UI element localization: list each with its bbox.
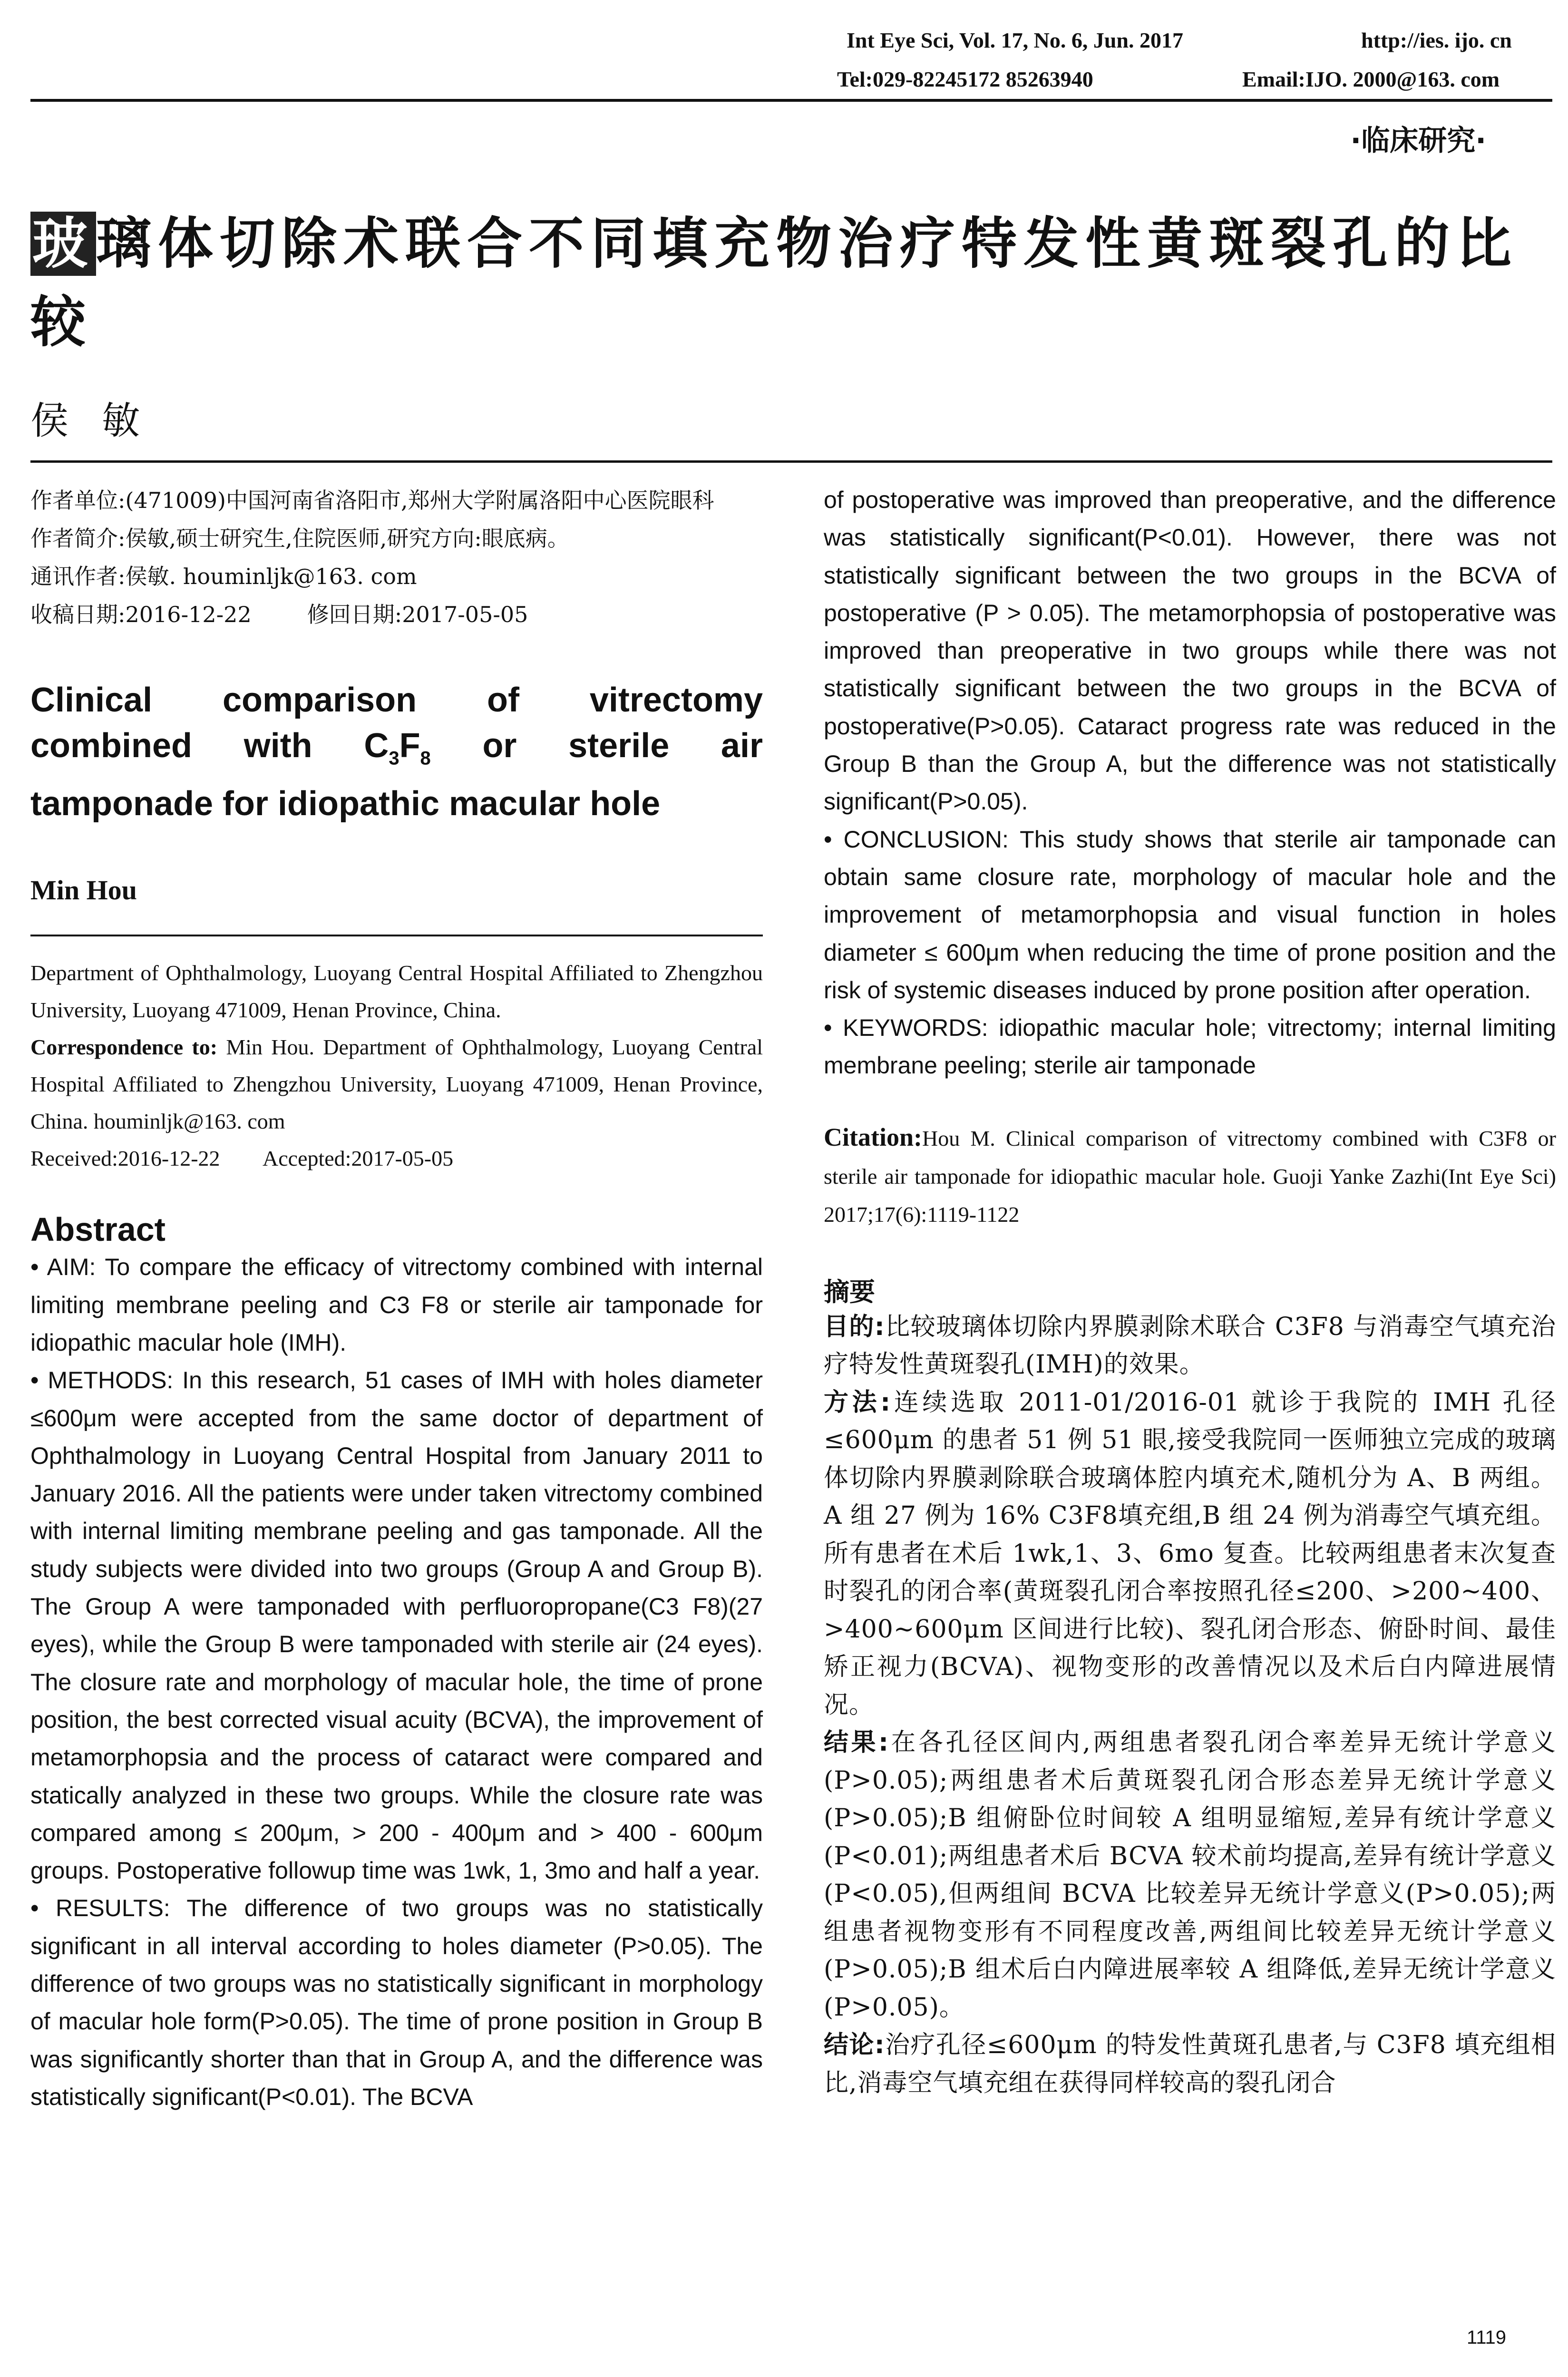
title-first-char: 玻: [30, 212, 96, 276]
abstract-cn-methods: [824, 1384, 1556, 1724]
title-en-c3f8: $C_3F_8$: [364, 727, 431, 769]
results-cn-text: 在各孔径区间内,两组患者裂孔闭合率差异无统计学意义(P>0.05);两组患者术后黄斑裂孔闭合形态差异无统计学意义(P>0.05);B 组俯卧位时间较 A 组明显缩短,差异有统计学意义(P<0.01);两组患者术后 BCVA 较术前均提高,差异有统计学意义(P<0.05),但两组间 BCVA 比较差异无统计学意义(P>0.05);两组患者视物变形有不同程度改善,两组间比较差异无统计学意义(P>0.05);B 组术后白内障进展率较 A 组降低,差异无统计学意义(P>0.05)。: [824, 1728, 1557, 2022]
citation-text: Hou M. Clinical comparison of vitrectomy combined with C3F8 or sterile air tamponade for idiopathic macular hole. Guoji Yanke Zazhi(Int Eye Sci) 2017;17(6):1119-1122: [824, 1126, 1556, 1227]
journal-url[interactable]: http://ies. ijo. cn: [1361, 28, 1512, 52]
title-en-line3: tamponade for idiopathic macular hole: [30, 785, 661, 823]
abstract-cn-heading: 摘要: [824, 1276, 875, 1307]
affiliation-en: [30, 955, 763, 1177]
citation-label: Citation:: [824, 1122, 922, 1151]
abstract-cn-aim: [824, 1308, 1556, 1384]
correspondence-label: Correspondence to:: [30, 1035, 218, 1060]
aim-cn-text: 比较玻璃体切除内界膜剥除术联合 C3F8 与消毒空气填充治疗特发性黄斑裂孔(IMH)的效果。: [824, 1312, 1556, 1379]
page-number: 1119: [1466, 2327, 1506, 2348]
meta-correspondence[interactable]: 通讯作者:侯敏. houminljk@163. com: [30, 564, 417, 589]
correspondence-text[interactable]: Min Hou. Department of Ophthalmology, Luoyang Central Hospital Affiliated to Zhengzhou University, Luoyang 471009, Henan Province, China. houminljk@163. com: [30, 1035, 763, 1134]
abstract-keywords: • KEYWORDS: idiopathic macular hole; vitrectomy; internal limiting membrane peeling; sterile air tamponade: [824, 1014, 1556, 1079]
affiliation-correspondence: [30, 1029, 763, 1140]
methods-cn-label: 方法:: [824, 1388, 891, 1417]
section-rule: [30, 460, 1552, 463]
affiliation-dates: Received:2016-12-22 Accepted:2017-05-05: [30, 1146, 454, 1171]
left-column: [30, 481, 763, 2116]
abstract-heading: Abstract: [30, 1211, 166, 1248]
abstract-cn-results: [824, 1724, 1556, 2026]
journal-email[interactable]: Email:IJO. 2000@163. com: [1242, 67, 1500, 91]
section-tag: ·临床研究·: [1350, 124, 1486, 157]
citation: [824, 1118, 1556, 1234]
title-cn: [30, 205, 1538, 361]
meta-affiliation: 作者单位:(471009)中国河南省洛阳市,郑州大学附属洛阳中心医院眼科: [30, 487, 714, 513]
author-en: Min Hou: [30, 875, 137, 906]
affiliation-dept: Department of Ophthalmology, Luoyang Central Hospital Affiliated to Zhengzhou University, Luoyang 471009, Henan Province, China.: [30, 961, 763, 1023]
results-cn-label: 结果:: [824, 1728, 889, 1757]
abstract-results-part2: of postoperative was improved than preoperative, and the difference was statistically significant(P<0.01). However, there was not statistically significant between the two groups in the BCVA of postoperative (P > 0.05). The metamorphopsia of postoperative was improved than preoperative in two groups while there was not statistically significant between the two groups in the BCVA of postoperative(P>0.05). Cataract progress rate was reduced in the Group B than the Group A, but the difference was not statistically significant(P>0.05).: [824, 487, 1556, 815]
aim-cn-label: 目的:: [824, 1312, 885, 1341]
conclusion-cn-label: 结论:: [824, 2031, 885, 2060]
meta-dates: 收稿日期:2016-12-22 修回日期:2017-05-05: [30, 602, 528, 627]
abstract-aim: • AIM: To compare the efficacy of vitrectomy combined with internal limiting membrane peeling and C3 F8 or sterile air tamponade for idiopathic macular hole (IMH).: [30, 1254, 763, 1356]
conclusion-cn-text: 治疗孔径≤600μm 的特发性黄斑孔患者,与 C3F8 填充组相比,消毒空气填充组在获得同样较高的裂孔闭合: [824, 2031, 1556, 2097]
abstract-methods: • METHODS: In this research, 51 cases of IMH with holes diameter ≤600μm were accepted from the same doctor of department of Ophthalmology in Luoyang Central Hospital from January 2011 to January 2016. All the patients were under taken vitrectomy combined with internal limiting membrane peeling and gas tamponade. All the study subjects were divided into two groups (Group A and Group B). The Group A were tamponaded with perfluoropropane(C3 F8)(27 eyes), while the Group B were tamponaded with sterile air (24 eyes). The closure rate and morphology of macular hole, the time of prone position, the best corrected visual acuity (BCVA), the improvement of metamorphopsia and the process of cataract were compared and statically analyzed in these two groups. While the closure rate was compared among ≤ 200μm, > 200 - 400μm and > 400 - 600μm groups. Postoperative followup time was 1wk, 1, 3mo and half a year.: [30, 1367, 763, 1884]
title-cn-text: 璃体切除术联合不同填充物治疗特发性黄斑裂孔的比较: [30, 212, 1518, 354]
meta-profile: 作者简介:侯敏,硕士研究生,住院医师,研究方向:眼底病。: [30, 526, 569, 551]
abstract-cn-conclusion: [824, 2026, 1556, 2102]
title-en-or: or: [482, 727, 517, 765]
title-en-line2: [30, 723, 763, 781]
journal-info: Int Eye Sci, Vol. 17, No. 6, Jun. 2017: [847, 28, 1184, 52]
author-cn: 侯敏: [30, 399, 173, 443]
title-en-combined: combined: [30, 727, 193, 765]
right-column: [824, 481, 1556, 2102]
author-metadata-cn: [30, 481, 763, 633]
methods-cn-text: 连续选取 2011-01/2016-01 就诊于我院的 IMH 孔径≤600μm 的患者 51 例 51 眼,接受我院同一医师独立完成的玻璃体切除内界膜剥除联合玻璃体腔内填充术,随机分为 A、B 两组。A 组 27 例为 16% C3F8填充组,B 组 24 例为消毒空气填充组。所有患者在术后 1wk,1、3、6mo 复查。比较两组患者末次复查时裂孔的闭合率(黄斑裂孔闭合率按照孔径≤200、>200~400、>400~600μm 区间进行比较)、裂孔闭合形态、俯卧时间、最佳矫正视力(BCVA)、视物变形的改善情况以及术后白内障进展情况。: [824, 1388, 1557, 1719]
title-en-sterile: sterile: [568, 727, 670, 765]
title-en-air: air: [721, 727, 763, 765]
title-en-with: with: [243, 727, 312, 765]
journal-tel: Tel:029-82245172 85263940: [837, 67, 1093, 91]
abstract-conclusion: • CONCLUSION: This study shows that sterile air tamponade can obtain same closure rate, morphology of macular hole and the improvement of metamorphopsia and visual function in holes diameter ≤ 600μm when reducing the time of prone position and the risk of systemic diseases induced by prone position after operation.: [824, 826, 1556, 1003]
abstract-results-part1: • RESULTS: The difference of two groups was no statistically significant in all interval according to holes diameter (P>0.05). The difference of two groups was no statistically significant in morphology of macular hole form(P>0.05). The time of prone position in Group B was significantly shorter than that in Group A, and the difference was statistically significant(P<0.01). The BCVA: [30, 1895, 763, 2110]
header-rule: [30, 99, 1552, 102]
title-en-line1: Clinical comparison of vitrectomy: [30, 681, 763, 719]
